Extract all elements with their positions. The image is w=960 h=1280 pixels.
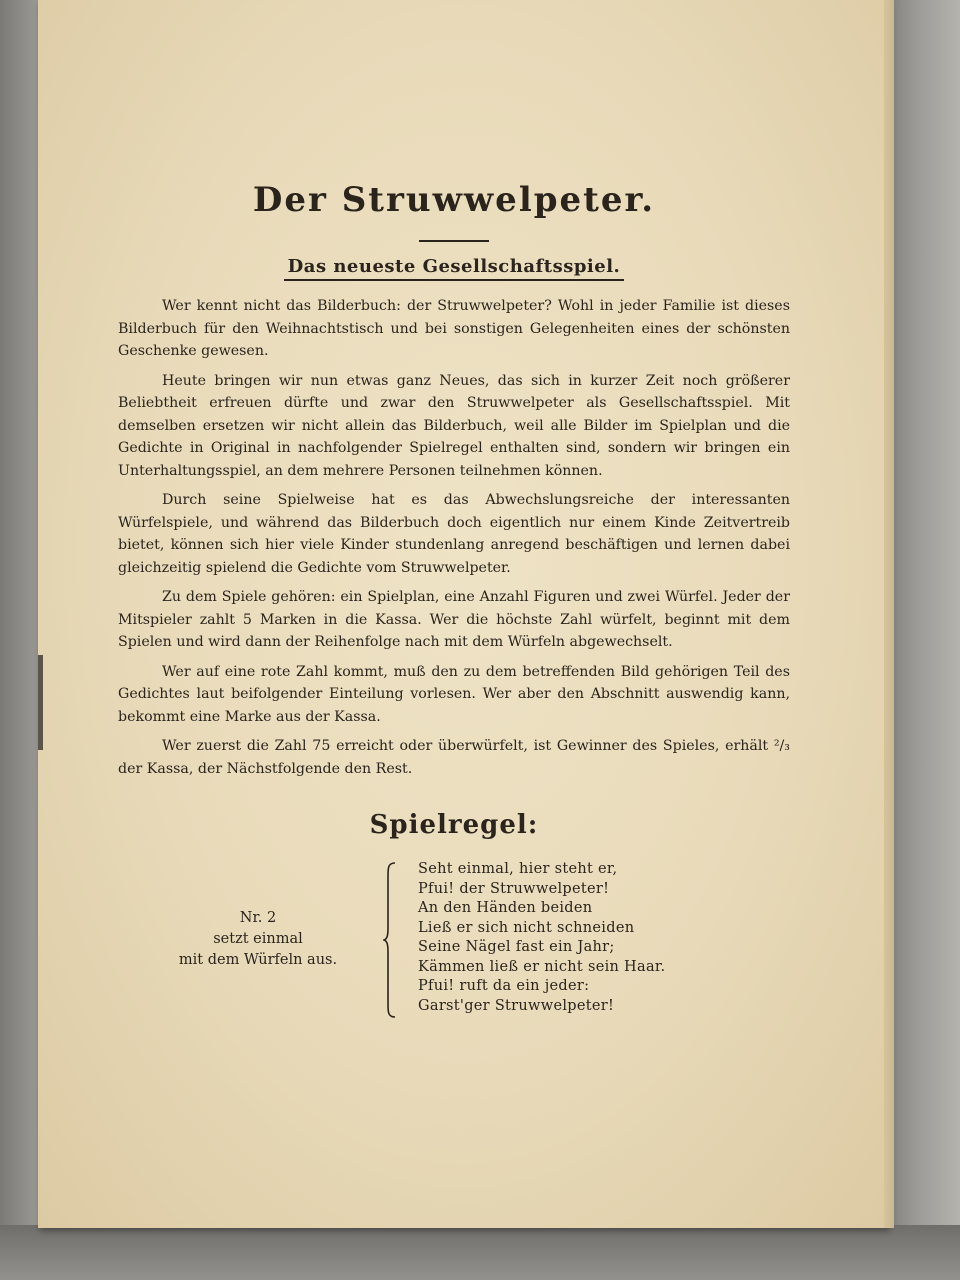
paragraph: Wer auf eine rote Zahl kommt, muß den zu dem betreffenden Bild gehörigen Teil des Gedichtes laut beifolgender Einteilung vorlesen. Wer aber den Abschnitt auswendig kann, bekommt eine Marke aus der Kassa. xyxy=(118,663,790,725)
document-title: Der Struwwelpeter. xyxy=(252,180,656,220)
curly-brace-icon xyxy=(383,862,397,1018)
rule-entry xyxy=(118,860,790,1030)
rules-heading: Spielregel: xyxy=(369,810,539,840)
background-surface-right xyxy=(884,0,960,1280)
poem-line: Kämmen ließ er nicht sein Haar. xyxy=(418,958,666,975)
background-surface-bottom xyxy=(0,1225,960,1280)
poem-line: Pfui! ruft da ein jeder: xyxy=(418,978,590,994)
paper-sheet xyxy=(38,0,888,1228)
sheet-edge xyxy=(884,0,894,1228)
intro-paragraphs xyxy=(118,295,790,780)
poem-line: Seine Nägel fast ein Jahr; xyxy=(418,939,615,955)
paragraph: Wer kennt nicht das Bilderbuch: der Struwwelpeter? Wohl in jeder Familie ist dieses Bilderbuch für den Weihnachtstisch und bei sonstigen Gelegenheiten eines der schönsten Geschenke gewesen. xyxy=(118,298,790,359)
title-divider xyxy=(419,240,489,242)
document-content xyxy=(118,170,790,1030)
binding-mark xyxy=(38,655,43,750)
paragraph: Zu dem Spiele gehören: ein Spielplan, eine Anzahl Figuren und zwei Würfel. Jeder der Mitspieler zahlt 5 Marken in die Kassa. Wer die höchste Zahl würfelt, beginnt mit dem Spielen und wird dann der Reihenfolge nach mit dem Würfeln abgewechselt. xyxy=(118,589,790,650)
poem-line: An den Händen beiden xyxy=(418,900,593,916)
poem xyxy=(418,860,665,1016)
poem-line: Ließ er sich nicht schneiden xyxy=(418,919,635,936)
poem-line: Seht einmal, hier steht er, xyxy=(418,861,618,877)
paragraph: Wer zuerst die Zahl 75 erreicht oder überwürfelt, ist Gewinner des Spieles, erhält ²/₃ der Kassa, der Nächstfolgende den Rest. xyxy=(118,738,790,777)
rule-line: mit dem Würfeln aus. xyxy=(178,952,338,968)
rule-number: Nr. 2 xyxy=(239,910,277,926)
paragraph: Durch seine Spielweise hat es das Abwechslungsreiche der interessanten Würfelspiele, und während das Bilderbuch doch eigentlich nur einem Kinde Zeitvertreib bietet, können sich hier viele Kinder stundenlang anregend beschäftigen und lernen dabei gleichzeitig spielend die Gedichte vom Struwwelpeter. xyxy=(118,492,790,576)
rule-instruction xyxy=(138,908,378,971)
background-surface-left xyxy=(0,0,40,1280)
subtitle-text: Das neueste Gesellschaftsspiel. xyxy=(284,256,625,281)
rule-line: setzt einmal xyxy=(213,931,303,947)
poem-line: Garst'ger Struwwelpeter! xyxy=(418,997,615,1014)
paragraph: Heute bringen wir nun etwas ganz Neues, das sich in kurzer Zeit noch größerer Beliebtheit erfreuen dürfte und zwar den Struwwelpeter als Gesellschaftsspiel. Mit demselben ersetzen wir nicht allein das Bilderbuch, weil alle Bilder im Spielplan und die Gedichte in Original in nachfolgender Spielregel enthalten sind, sondern wir bringen ein Unterhaltungsspiel, an dem mehrere Personen teilnehmen können. xyxy=(118,372,790,479)
document-subtitle xyxy=(118,256,790,277)
poem-line: Pfui! der Struwwelpeter! xyxy=(418,880,610,897)
